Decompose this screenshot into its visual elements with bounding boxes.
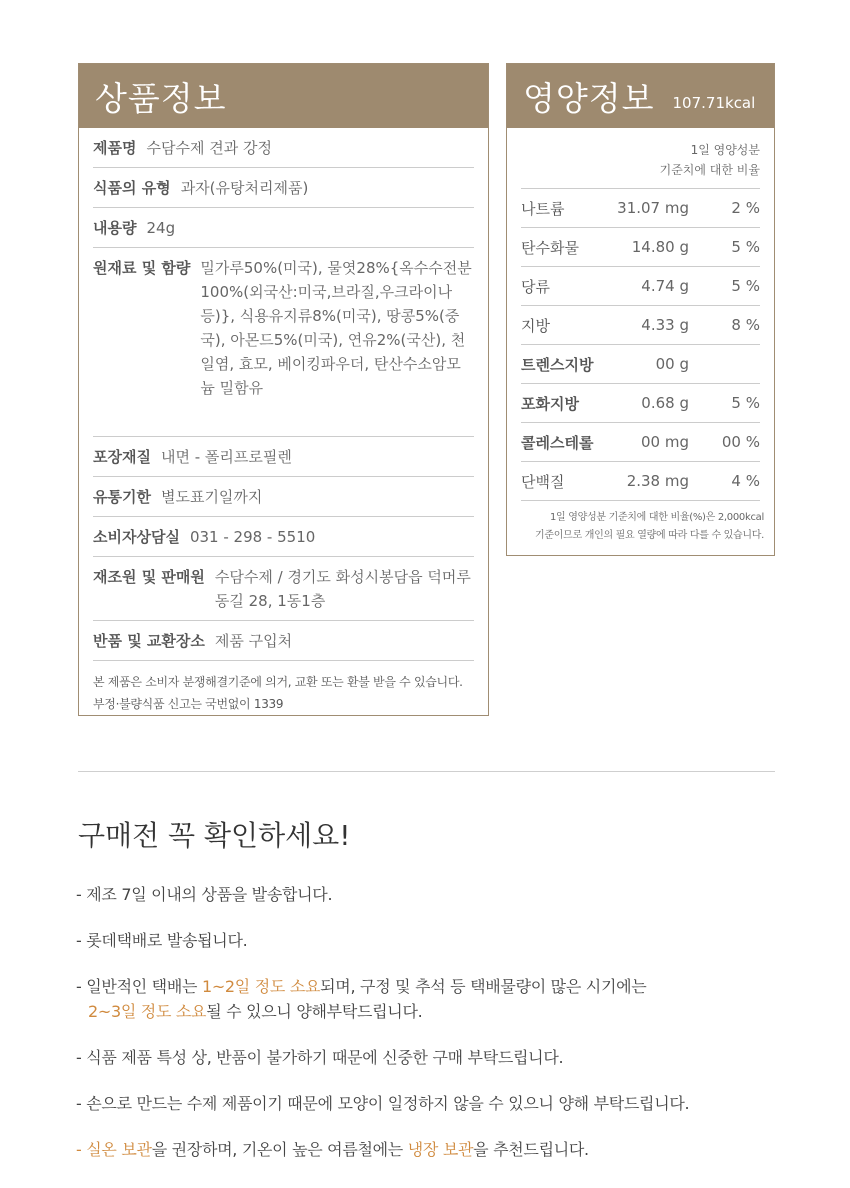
nutrition-info-title: 영양정보	[523, 78, 655, 118]
nutrition-row	[521, 189, 760, 228]
nutrition-row	[521, 345, 760, 384]
product-info-row	[93, 477, 474, 517]
nutrition-row	[521, 306, 760, 345]
product-info-row	[93, 248, 474, 437]
nutrient-value: 31.07 mg	[617, 199, 689, 217]
product-info-value: 031 - 298 - 5510	[189, 528, 316, 546]
nutrition-kcal: 107.71kcal	[672, 94, 756, 112]
nutrient-percent: 5 %	[731, 238, 760, 256]
nutrient-percent: 8 %	[731, 316, 760, 334]
nutrient-percent: 5 %	[731, 277, 760, 295]
nutrition-row	[521, 462, 760, 501]
nutrient-percent: 00 %	[721, 433, 760, 451]
product-note-line: 부정·불량식품 신고는 국번없이 1339	[93, 697, 284, 711]
notice-text: 을 추천드립니다.	[473, 1140, 589, 1159]
nutrition-header-line: 1일 영양성분	[690, 143, 760, 157]
product-info-row	[93, 437, 474, 477]
notice-text: -	[76, 1140, 87, 1159]
notice-item: - 식품 제품 특성 상, 반품이 불가하기 때문에 신중한 구매 부탁드립니다.	[76, 1048, 564, 1067]
nutrition-column-header	[521, 128, 760, 189]
product-info-label: 반품 및 교환장소	[93, 632, 205, 650]
nutrient-percent: 2 %	[731, 199, 760, 217]
product-info-label: 소비자상담실	[93, 528, 180, 546]
product-info-value: 밀가루50%(미국), 물엿28%{옥수수전분100%(외국산:미국,브라질,우크라이나등)}, 식용유지류8%(미국), 땅콩5%(중국), 아몬드5%(미국), 연유2%(국산), 천일염, 효모, 베이킹파우더, 탄산수소암모늄 밀함유	[200, 259, 472, 397]
product-info-value: 내면 - 폴리프로필렌	[160, 448, 292, 466]
nutrient-name: 콜레스테롤	[521, 433, 594, 452]
notice-text: 될 수 있으니 양해부탁드립니다.	[206, 1002, 423, 1021]
notice-highlight: 2~3일 정도 소요	[88, 1002, 207, 1021]
nutrient-name: 당류	[521, 277, 550, 296]
product-info-note	[93, 671, 474, 715]
nutrient-value: 4.33 g	[641, 316, 689, 334]
product-info-row	[93, 621, 474, 661]
nutrition-info-header	[507, 64, 774, 128]
product-info-label: 유통기한	[93, 488, 151, 506]
section-divider	[78, 771, 775, 772]
nutrition-note-line: 기준이므로 개인의 필요 열량에 따라 다를 수 있습니다.	[535, 530, 764, 541]
product-info-value: 과자(유탕처리제품)	[180, 179, 309, 197]
product-info-value: 24g	[146, 219, 176, 237]
notice-highlight: 1~2일 정도 소요	[201, 977, 321, 996]
notice-title: 구매전 꼭 확인하세요!	[78, 819, 351, 852]
product-info-label: 내용량	[93, 219, 137, 237]
notice-highlight: 냉장 보관	[407, 1140, 474, 1159]
nutrition-rows	[507, 189, 774, 501]
nutrient-percent: 5 %	[731, 394, 760, 412]
notice-item	[76, 1137, 796, 1162]
nutrient-name: 단백질	[521, 472, 565, 491]
product-info-panel	[78, 63, 489, 716]
nutrition-row	[521, 384, 760, 423]
nutrient-name: 탄수화물	[521, 238, 579, 257]
nutrition-row	[521, 423, 760, 462]
nutrient-value: 4.74 g	[641, 277, 689, 295]
product-info-label: 재조원 및 판매원	[93, 568, 205, 586]
product-info-row	[93, 517, 474, 557]
notice-item: - 제조 7일 이내의 상품을 발송합니다.	[76, 885, 333, 904]
nutrient-percent: 4 %	[731, 472, 760, 490]
notice-item	[76, 974, 796, 1024]
product-info-label: 포장재질	[93, 448, 151, 466]
product-info-value: 별도표기일까지	[160, 488, 263, 506]
nutrition-note-line: 1일 영양성분 기준치에 대한 비율(%)은 2,000kcal	[549, 512, 764, 523]
product-info-value: 제품 구입처	[214, 632, 293, 650]
product-info-value: 수담수제 / 경기도 화성시봉담읍 덕머루동길 28, 1동1층	[214, 568, 471, 610]
product-info-label: 식품의 유형	[93, 179, 171, 197]
product-info-row	[93, 168, 474, 208]
notice-item: - 롯데택배로 발송됩니다.	[76, 931, 248, 950]
nutrient-name: 나트륨	[521, 199, 565, 218]
notice-highlight: 실온 보관	[86, 1140, 152, 1159]
product-note-line: 본 제품은 소비자 분쟁해결기준에 의거, 교환 또는 환불 받을 수 있습니다.	[93, 675, 463, 689]
nutrition-note	[517, 509, 764, 545]
notice-text: - 일반적인 택배는	[76, 977, 202, 996]
nutrition-row	[521, 267, 760, 306]
notice-text: 을 권장하며, 기온이 높은 여름철에는	[151, 1140, 408, 1159]
product-info-row	[93, 208, 474, 248]
nutrient-value: 0.68 g	[641, 394, 689, 412]
nutrient-name: 트렌스지방	[521, 355, 594, 374]
product-info-row	[93, 128, 474, 168]
nutrient-value: 00 g	[655, 355, 689, 373]
product-info-label: 제품명	[93, 139, 137, 157]
product-info-row	[93, 557, 474, 621]
notice-item: - 손으로 만드는 수제 제품이기 때문에 모양이 일정하지 않을 수 있으니 양해 부탁드립니다.	[76, 1094, 690, 1113]
notice-text: 되며, 구정 및 추석 등 택배물량이 많은 시기에는	[320, 977, 647, 996]
product-info-label: 원재료 및 함량	[93, 259, 191, 277]
notice-list	[76, 882, 796, 1183]
product-info-title: 상품정보	[95, 78, 227, 118]
nutrient-value: 00 mg	[641, 433, 689, 451]
nutrient-value: 14.80 g	[631, 238, 689, 256]
nutrient-name: 지방	[521, 316, 550, 335]
nutrition-header-line: 기준치에 대한 비율	[659, 163, 760, 177]
nutrition-row	[521, 228, 760, 267]
nutrient-name: 포화지방	[521, 394, 579, 413]
product-info-value: 수담수제 견과 강정	[146, 139, 272, 157]
nutrition-info-panel	[506, 63, 775, 556]
product-info-rows	[79, 128, 488, 661]
nutrient-value: 2.38 mg	[626, 472, 689, 490]
product-info-header	[79, 64, 488, 128]
